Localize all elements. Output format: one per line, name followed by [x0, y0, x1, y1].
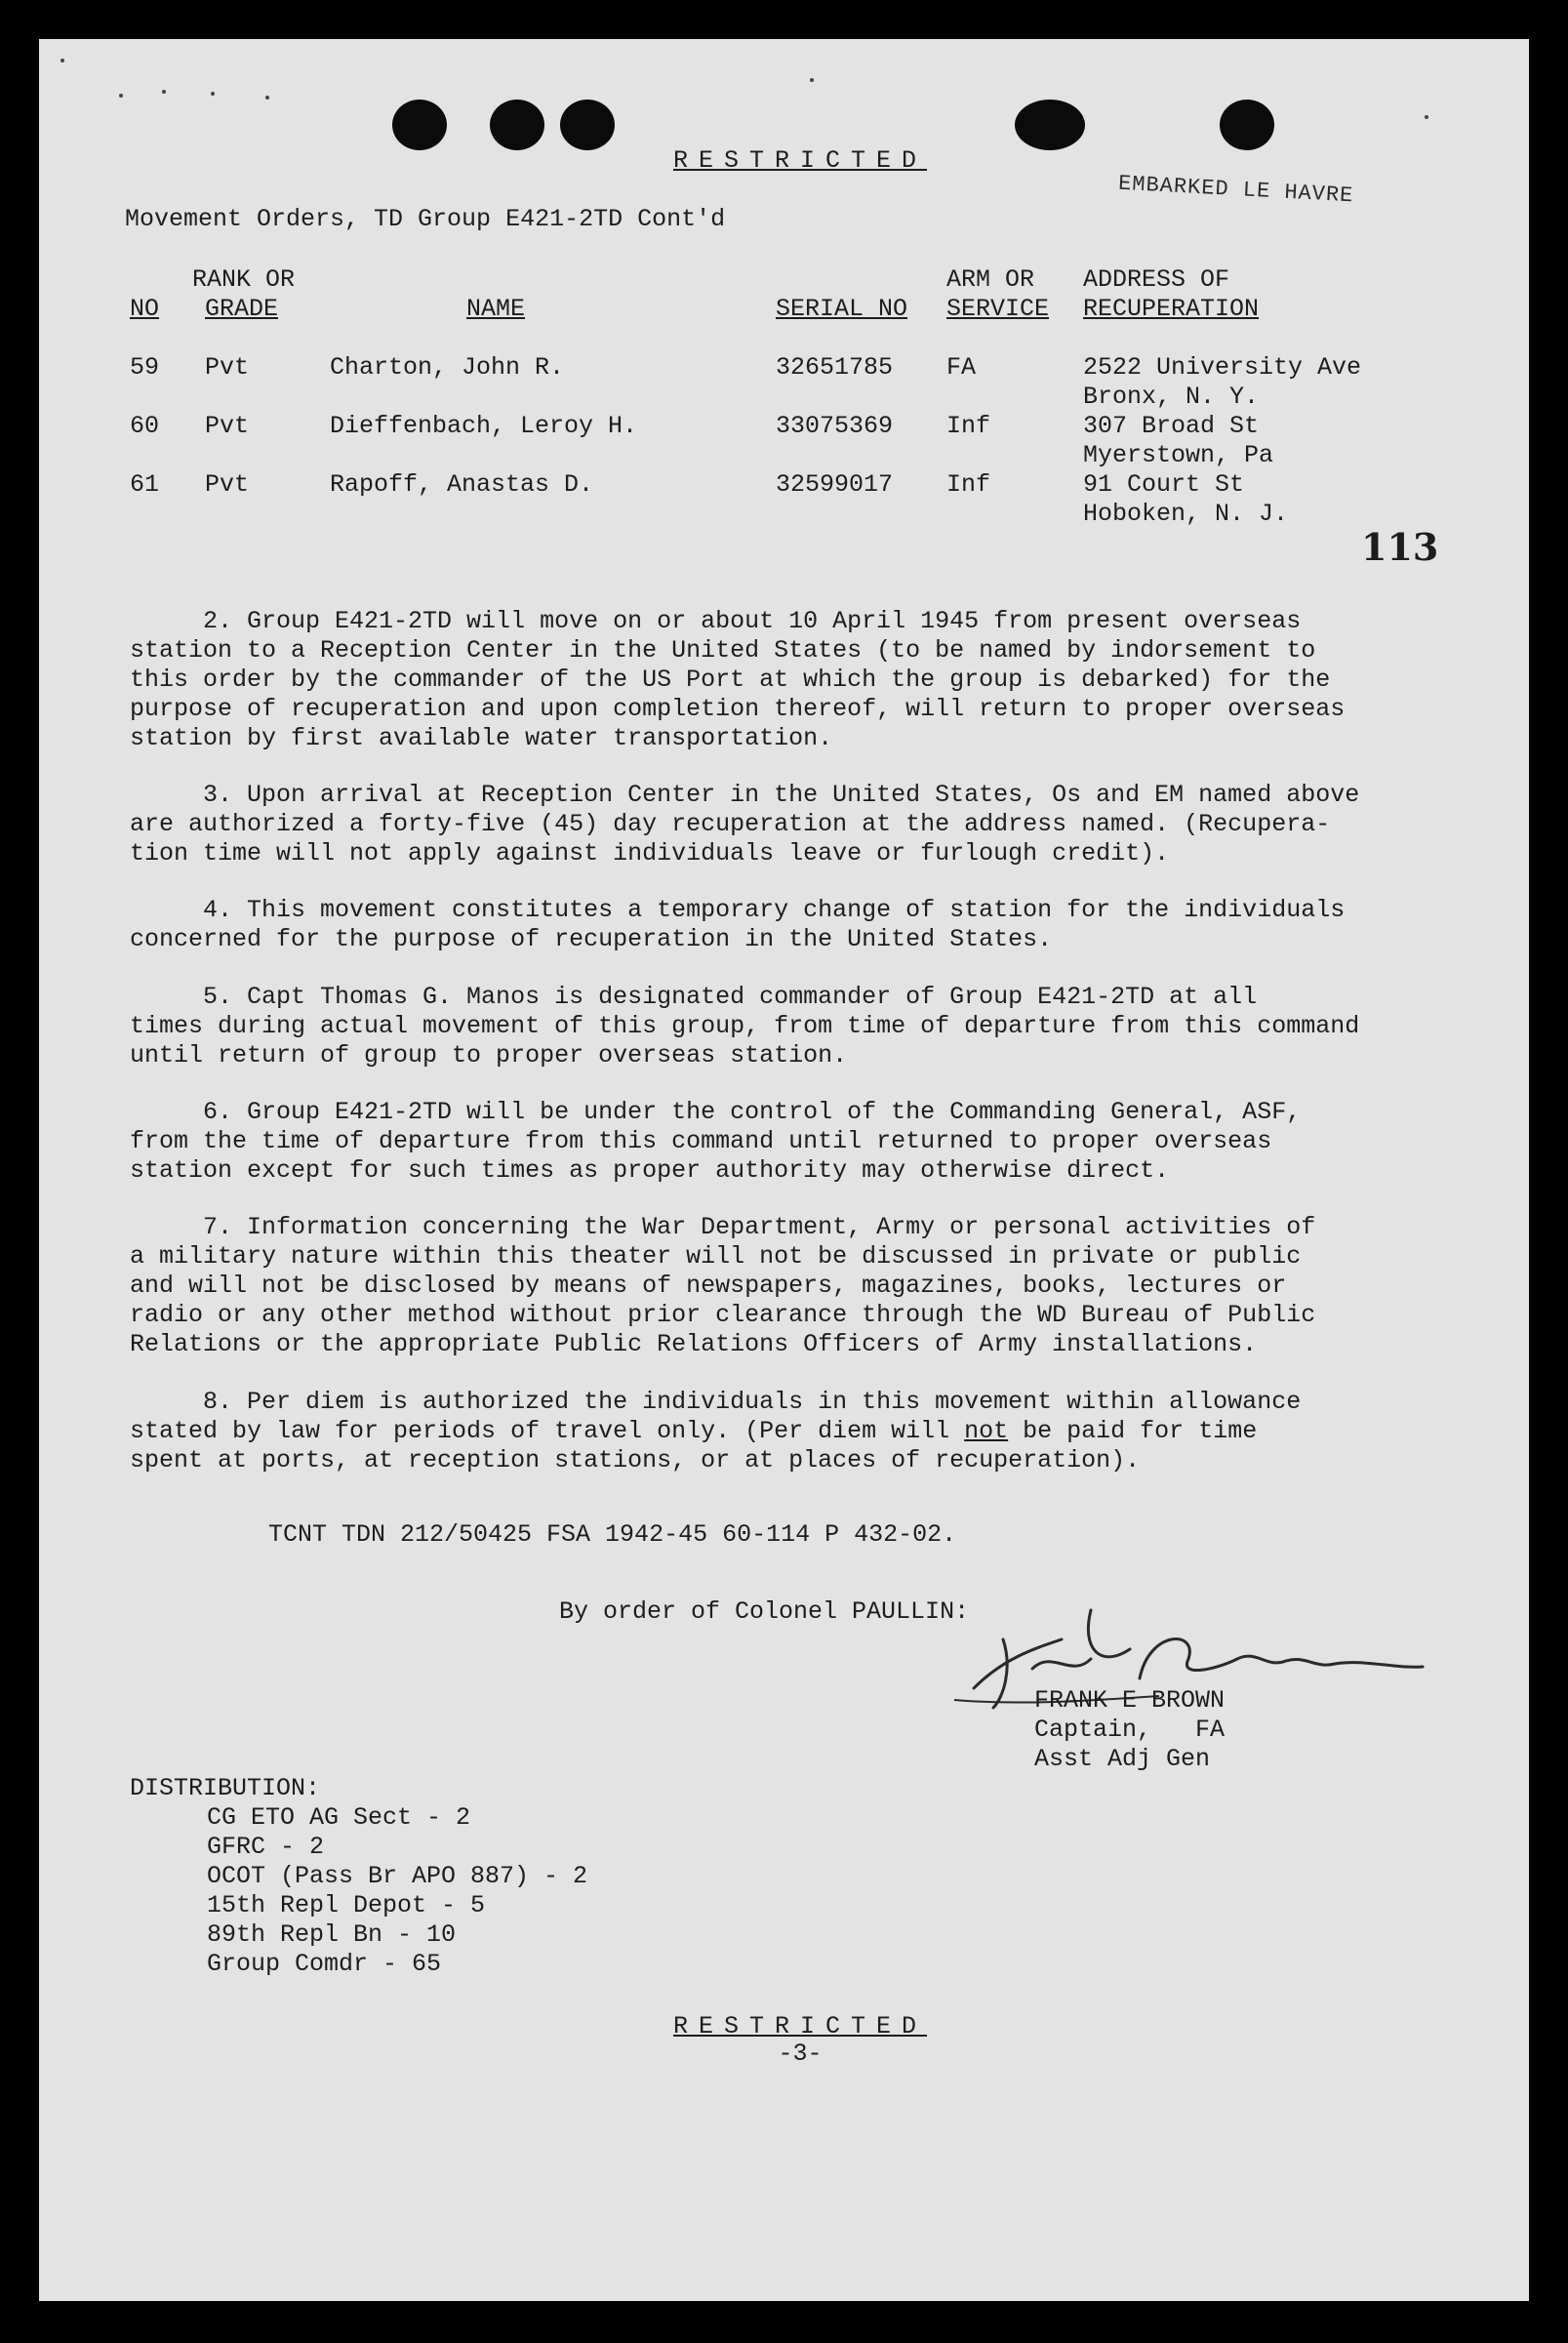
row-serial: 32651785 [776, 353, 894, 382]
col-addr-line1: ADDRESS OF [1083, 265, 1230, 294]
distribution-item: OCOT (Pass Br APO 887) - 2 [207, 1862, 588, 1890]
paragraph-line: 8. Per diem is authorized the individuals in this movement within allowance [130, 1388, 1302, 1416]
row-arm: Inf [946, 412, 991, 440]
paragraph-line: 7. Information concerning the War Department, Army or personal activities of [130, 1213, 1316, 1241]
row-name: Charton, John R. [330, 353, 565, 382]
paragraph-2 [130, 607, 1476, 753]
paragraph-line: are authorized a forty-five (45) day recuperation at the address named. (Recupera- [130, 810, 1331, 838]
col-serial: SERIAL NO [776, 295, 908, 323]
row-no: 60 [130, 412, 160, 440]
paragraph-line: station by first available water transportation. [130, 724, 833, 752]
paragraph-5 [130, 983, 1476, 1071]
row-arm: FA [946, 353, 977, 382]
row-name: Rapoff, Anastas D. [330, 470, 594, 499]
distribution-item: 15th Repl Depot - 5 [207, 1891, 486, 1919]
col-rank-line2: GRADE [205, 295, 279, 323]
by-order-line: By order of Colonel PAULLIN: [559, 1597, 970, 1626]
col-no: NO [130, 295, 160, 323]
paragraph-line: 6. Group E421-2TD will be under the control of the Commanding General, ASF, [130, 1098, 1302, 1126]
row-rank: Pvt [205, 470, 250, 499]
paragraph-6 [130, 1098, 1476, 1186]
row-address-2: Hoboken, N. J. [1083, 500, 1289, 528]
restricted-footer: RESTRICTED [672, 2012, 928, 2040]
paragraph-line: a military nature within this theater will not be discussed in private or public [130, 1242, 1302, 1271]
document-body [39, 39, 1529, 2301]
document-page [39, 39, 1529, 2301]
col-arm-line1: ARM OR [946, 265, 1035, 294]
signer-rank: Captain, FA [1034, 1716, 1226, 1744]
paragraph-8 [130, 1388, 1476, 1475]
paragraph-line [130, 1417, 1476, 1446]
row-address-2: Bronx, N. Y. [1083, 383, 1260, 411]
paragraph-line: this order by the commander of the US Port at which the group is debarked) for the [130, 666, 1331, 694]
paragraph-3 [130, 781, 1476, 869]
continuation-title: Movement Orders, TD Group E421-2TD Cont'd [125, 205, 726, 233]
row-address-2: Myerstown, Pa [1083, 441, 1274, 469]
page-number-stamp: 113 [1361, 525, 1439, 569]
paragraph-line: station to a Reception Center in the United States (to be named by indorsement to [130, 636, 1316, 665]
paragraph-line: 3. Upon arrival at Reception Center in the United States, Os and EM named above [130, 781, 1360, 809]
text-fragment: be paid for time [1008, 1417, 1258, 1445]
row-address-1: 2522 University Ave [1083, 353, 1362, 382]
row-rank: Pvt [205, 353, 250, 382]
page-label: -3- [778, 2040, 823, 2068]
restricted-header: RESTRICTED [672, 146, 928, 175]
row-serial: 33075369 [776, 412, 894, 440]
paragraph-line: times during actual movement of this group, from time of departure from this command [130, 1012, 1360, 1040]
paragraph-line: 5. Capt Thomas G. Manos is designated commander of Group E421-2TD at all [130, 983, 1258, 1011]
row-serial: 32599017 [776, 470, 894, 499]
paragraph-line: concerned for the purpose of recuperation in the United States. [130, 925, 1053, 953]
paragraph-line: Relations or the appropriate Public Relations Officers of Army installations. [130, 1330, 1258, 1358]
row-address-1: 91 Court St [1083, 470, 1245, 499]
row-address-1: 307 Broad St [1083, 412, 1260, 440]
underlined-not: not [964, 1417, 1009, 1445]
row-no: 61 [130, 470, 160, 499]
distribution-item: Group Comdr - 65 [207, 1950, 442, 1978]
signer-title: Asst Adj Gen [1034, 1745, 1211, 1773]
paragraph-line: 2. Group E421-2TD will move on or about 10 April 1945 from present overseas [130, 607, 1302, 635]
paragraph-line: spent at ports, at reception stations, or at places of recuperation). [130, 1446, 1141, 1474]
text-fragment: stated by law for periods of travel only. (Per diem will [130, 1417, 965, 1445]
row-name: Dieffenbach, Leroy H. [330, 412, 638, 440]
paragraph-line: station except for such times as proper authority may otherwise direct. [130, 1156, 1170, 1185]
paragraph-4 [130, 896, 1476, 954]
embarked-stamp: EMBARKED LE HAVRE [1117, 171, 1354, 209]
signer-name: FRANK E BROWN [1034, 1686, 1226, 1715]
distribution-heading: DISTRIBUTION: [130, 1774, 321, 1802]
col-addr-line2: RECUPERATION [1083, 295, 1260, 323]
paragraph-line: and will not be disclosed by means of newspapers, magazines, books, lectures or [130, 1272, 1287, 1300]
distribution-item: GFRC - 2 [207, 1833, 325, 1861]
tcnt-line: TCNT TDN 212/50425 FSA 1942-45 60-114 P 432-02. [268, 1520, 957, 1549]
distribution-item: CG ETO AG Sect - 2 [207, 1803, 471, 1832]
paragraph-line: 4. This movement constitutes a temporary change of station for the individuals [130, 896, 1346, 924]
col-name: NAME [466, 295, 526, 323]
paragraph-line: from the time of departure from this command until returned to proper overseas [130, 1127, 1272, 1155]
col-rank-line1: RANK OR [192, 265, 296, 294]
paragraph-7 [130, 1213, 1476, 1359]
row-arm: Inf [946, 470, 991, 499]
col-arm-line2: SERVICE [946, 295, 1050, 323]
distribution-item: 89th Repl Bn - 10 [207, 1920, 457, 1949]
row-rank: Pvt [205, 412, 250, 440]
paragraph-line: radio or any other method without prior clearance through the WD Bureau of Public [130, 1301, 1316, 1329]
row-no: 59 [130, 353, 160, 382]
paragraph-line: until return of group to proper overseas station. [130, 1041, 848, 1070]
paragraph-line: tion time will not apply against individuals leave or furlough credit). [130, 839, 1170, 868]
paragraph-line: purpose of recuperation and upon completion thereof, will return to proper overseas [130, 695, 1346, 723]
